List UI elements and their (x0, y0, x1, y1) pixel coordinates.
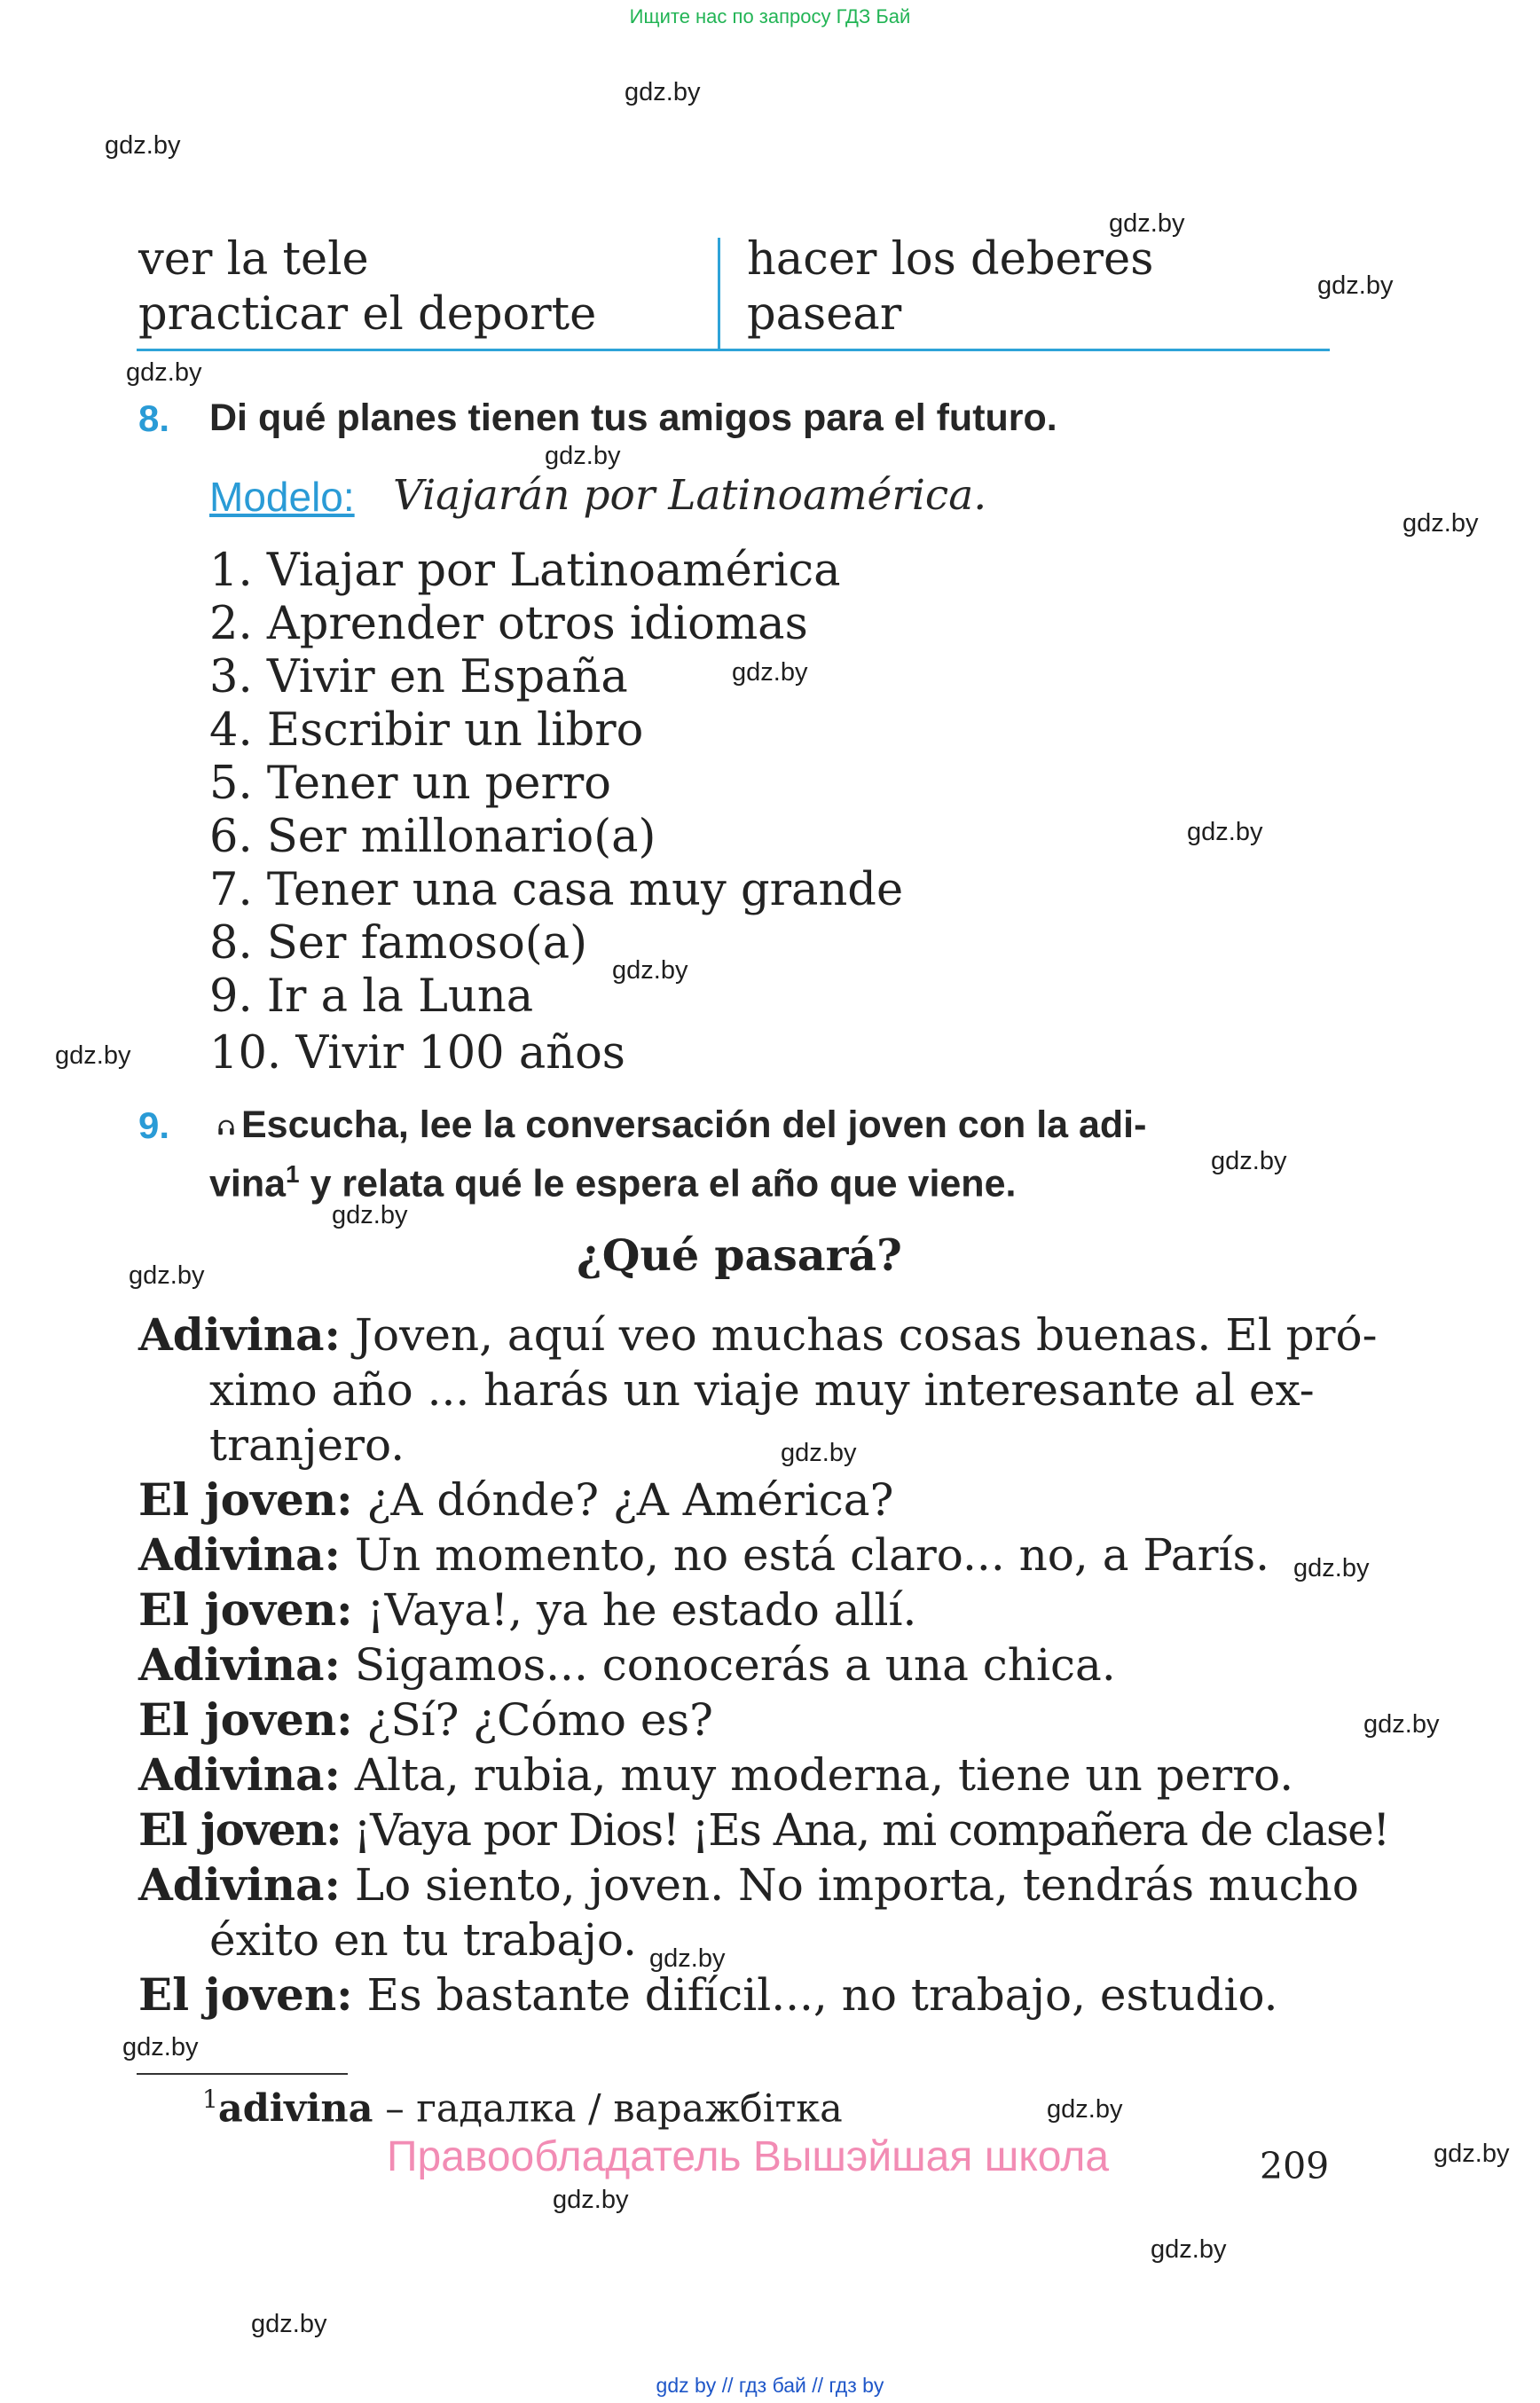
watermark: gdz.by (553, 2186, 629, 2214)
watermark: gdz.by (781, 1439, 857, 1467)
watermark: gdz.by (126, 358, 202, 387)
table-cell: pasear (747, 288, 902, 341)
speech: Sigamos... conocerás a una chica. (354, 1639, 1116, 1691)
watermark: gdz.by (1363, 1710, 1440, 1739)
watermark: gdz.by (1293, 1554, 1370, 1582)
dialog-line: éxito en tu trabajo. (209, 1914, 637, 1966)
watermark: gdz.by (1109, 209, 1185, 238)
speaker: El joven: (138, 1583, 353, 1636)
instruction-text: y relata qué le espera el año que viene. (299, 1162, 1017, 1205)
speech: ¿A dónde? ¿A América? (366, 1474, 894, 1526)
table-cell: practicar el deporte (138, 288, 597, 341)
dialog-line (138, 1692, 713, 1747)
speaker: El joven: (138, 1803, 342, 1856)
list-item: 4. Escribir un libro (209, 704, 644, 757)
speech: Alta, rubia, muy moderna, tiene un perro. (354, 1749, 1294, 1801)
dialog-line (138, 1857, 1359, 1912)
speech: Lo siento, joven. No importa, tendrás mucho (354, 1859, 1359, 1911)
dialog-line: ximo año ... harás un viaje muy interesante al ex- (209, 1364, 1315, 1416)
list-item: 1. Viajar por Latinoamérica (209, 545, 841, 597)
list-item: 8. Ser famoso(a) (209, 917, 588, 970)
watermark: gdz.by (1317, 271, 1394, 300)
list-item: 9. Ir a la Luna (209, 970, 534, 1023)
table-bottom-rule (137, 349, 1330, 351)
table-cell: ver la tele (138, 233, 369, 286)
speaker: El joven: (138, 1968, 353, 2021)
watermark: gdz.by (1187, 818, 1263, 846)
speaker: Adivina: (138, 1748, 342, 1801)
watermark: gdz.by (612, 956, 688, 985)
list-item: 2. Aprender otros idiomas (209, 598, 808, 650)
speech: ¿Sí? ¿Cómo es? (366, 1694, 713, 1746)
modelo-label: Modelo: (209, 474, 355, 520)
exercise-9-instruction-line1 (216, 1100, 1146, 1150)
watermark: gdz.by (649, 1944, 726, 1973)
instruction-text: Escucha, lee la conversación del joven con la adi- (241, 1103, 1147, 1146)
dialog-line (138, 1747, 1293, 1802)
footnote-rule (137, 2073, 348, 2075)
speaker: Adivina: (138, 1638, 342, 1691)
speaker: Adivina: (138, 1858, 342, 1911)
footnote-translation: – гадалка / варажбітка (373, 2086, 843, 2132)
watermark: gdz.by (1211, 1147, 1287, 1175)
watermark: gdz.by (129, 1261, 205, 1290)
footer-links[interactable]: gdz by // гдз бай // гдз by (656, 2374, 884, 2397)
watermark: gdz.by (545, 442, 621, 470)
page-number: 209 (1260, 2145, 1330, 2187)
exercise-8-number: 8. (138, 397, 170, 439)
speech: Joven, aquí veo muchas cosas buenas. El pró- (354, 1309, 1378, 1361)
modelo-text: Viajarán por Latinoamérica. (393, 471, 987, 520)
footnote-mark: 1 (202, 2085, 218, 2114)
footnote (202, 2085, 843, 2131)
watermark: gdz.by (1402, 509, 1479, 538)
watermark: gdz.by (105, 131, 181, 160)
watermark: gdz.by (625, 78, 701, 106)
speech: Es bastante difícil..., no trabajo, estudio. (366, 1969, 1278, 2021)
dialog-line (138, 1582, 916, 1637)
footnote-term: adivina (217, 2086, 373, 2132)
watermark: gdz.by (1047, 2095, 1123, 2124)
watermark: gdz.by (55, 1041, 131, 1070)
instruction-text: vina (209, 1162, 287, 1205)
watermark: gdz.by (1434, 2140, 1510, 2168)
dialog-title: ¿Qué pasará? (577, 1229, 902, 1281)
watermark: gdz.by (251, 2310, 327, 2338)
speaker: Adivina: (138, 1528, 342, 1581)
list-item: 10. Vivir 100 años (209, 1027, 625, 1080)
exercise-9-instruction-line2 (209, 1150, 1016, 1208)
table-divider (718, 238, 720, 349)
copyright-notice: Правообладатель Вышэйшая школа (387, 2133, 1110, 2180)
list-item: 3. Vivir en España (209, 651, 628, 703)
dialog-line: tranjero. (209, 1419, 405, 1471)
watermark: gdz.by (732, 658, 808, 687)
headphones-icon (216, 1118, 236, 1137)
exercise-8-instruction: Di qué planes tienen tus amigos para el futuro. (209, 397, 1057, 439)
speech: ¡Vaya!, ya he estado allí. (366, 1584, 917, 1636)
watermark: gdz.by (332, 1201, 408, 1229)
speaker: El joven: (138, 1473, 353, 1526)
dialog-line (138, 1472, 893, 1527)
table-cell: hacer los deberes (747, 233, 1154, 286)
speaker: El joven: (138, 1693, 353, 1746)
speech: ¡Vaya por Dios! ¡Es Ana, mi compañera de clase! (353, 1804, 1389, 1856)
list-item: 5. Tener un perro (209, 758, 611, 810)
dialog-line (138, 1802, 1389, 1857)
dialog-line (138, 1967, 1278, 2022)
dialog-line (138, 1637, 1116, 1692)
speech: Un momento, no está claro... no, a París. (354, 1529, 1270, 1581)
exercise-9-number: 9. (138, 1104, 170, 1146)
watermark: gdz.by (122, 2033, 199, 2061)
speaker: Adivina: (138, 1308, 342, 1361)
list-item: 7. Tener una casa muy grande (209, 864, 904, 916)
dialog-line (138, 1308, 1378, 1362)
dialog-line (138, 1527, 1269, 1582)
list-item: 6. Ser millonario(a) (209, 811, 656, 863)
footnote-ref[interactable]: 1 (286, 1160, 300, 1188)
watermark: gdz.by (1151, 2235, 1227, 2264)
top-banner[interactable]: Ищите нас по запросу ГДЗ Бай (629, 5, 911, 27)
